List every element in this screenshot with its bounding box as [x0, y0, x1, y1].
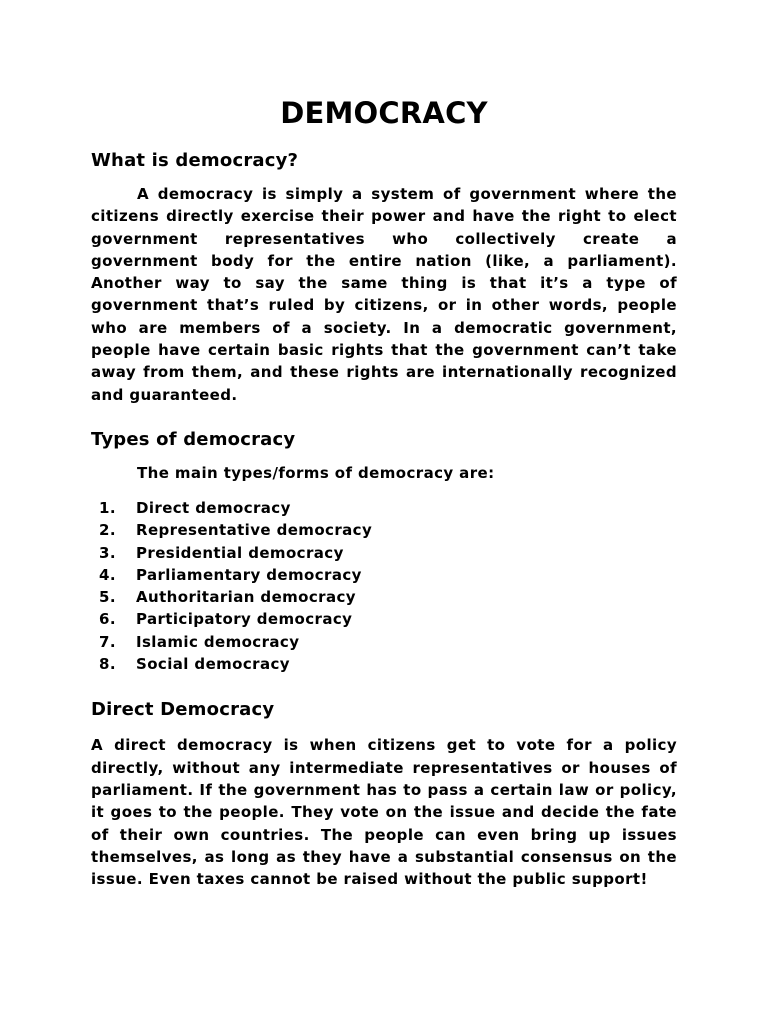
list-item [91, 631, 677, 653]
list-item-number: 4. [99, 565, 116, 584]
document-title: DEMOCRACY [280, 96, 488, 130]
list-item-label: Participatory democracy [136, 610, 353, 629]
list-item-label: Presidential democracy [136, 543, 344, 562]
paragraph-direct-democracy: A direct democracy is when citizens get to vote for a policy directly, without any intermediate representatives or houses of parliament. If the government has to pass a certain law or policy, it goes to the people. They vote on the issue and decide the fate of their own countries. The people can even bring up issues themselves, as long as they have a substantial consensus on the issue. Even taxes cannot be raised without the public support! [91, 736, 677, 889]
list-item-number: 1. [99, 498, 116, 517]
list-item-number: 8. [99, 655, 116, 674]
list-item [91, 608, 677, 630]
list-item [91, 653, 677, 675]
list-item-label: Parliamentary democracy [136, 565, 362, 584]
list-item-label: Islamic democracy [136, 632, 300, 651]
list-item-label: Authoritarian democracy [136, 588, 356, 607]
section-heading-direct-democracy: Direct Democracy [91, 699, 275, 721]
list-item-number: 3. [99, 543, 116, 562]
list-item-number: 2. [99, 521, 116, 540]
list-item [91, 564, 677, 586]
list-item [91, 519, 677, 541]
paragraph-what-is-democracy: A democracy is simply a system of government where the citizens directly exercise their power and have the right to elect government representatives who collectively create a government body for the entire nation (like, a parliament). Another way to say the same thing is that it’s a type of government that’s ruled by citizens, or in other words, people who are members of a society. In a democratic government, people have certain basic rights that the government can’t take away from them, and these rights are internationally recognized and guaranteed. [91, 185, 677, 404]
list-item-label: Direct democracy [136, 498, 291, 517]
list-item-number: 7. [99, 632, 116, 651]
list-item [91, 586, 677, 608]
list-item [91, 497, 677, 519]
types-intro: The main types/forms of democracy are: [137, 463, 495, 482]
list-item-number: 6. [99, 610, 116, 629]
list-item-number: 5. [99, 588, 116, 607]
list-item-label: Social democracy [136, 655, 290, 674]
types-list [91, 497, 677, 675]
document-page [91, 96, 677, 890]
list-item-label: Representative democracy [136, 521, 373, 540]
section-heading-what-is-democracy: What is democracy? [91, 150, 299, 171]
list-item [91, 542, 677, 564]
section-heading-types-of-democracy: Types of democracy [91, 428, 296, 450]
